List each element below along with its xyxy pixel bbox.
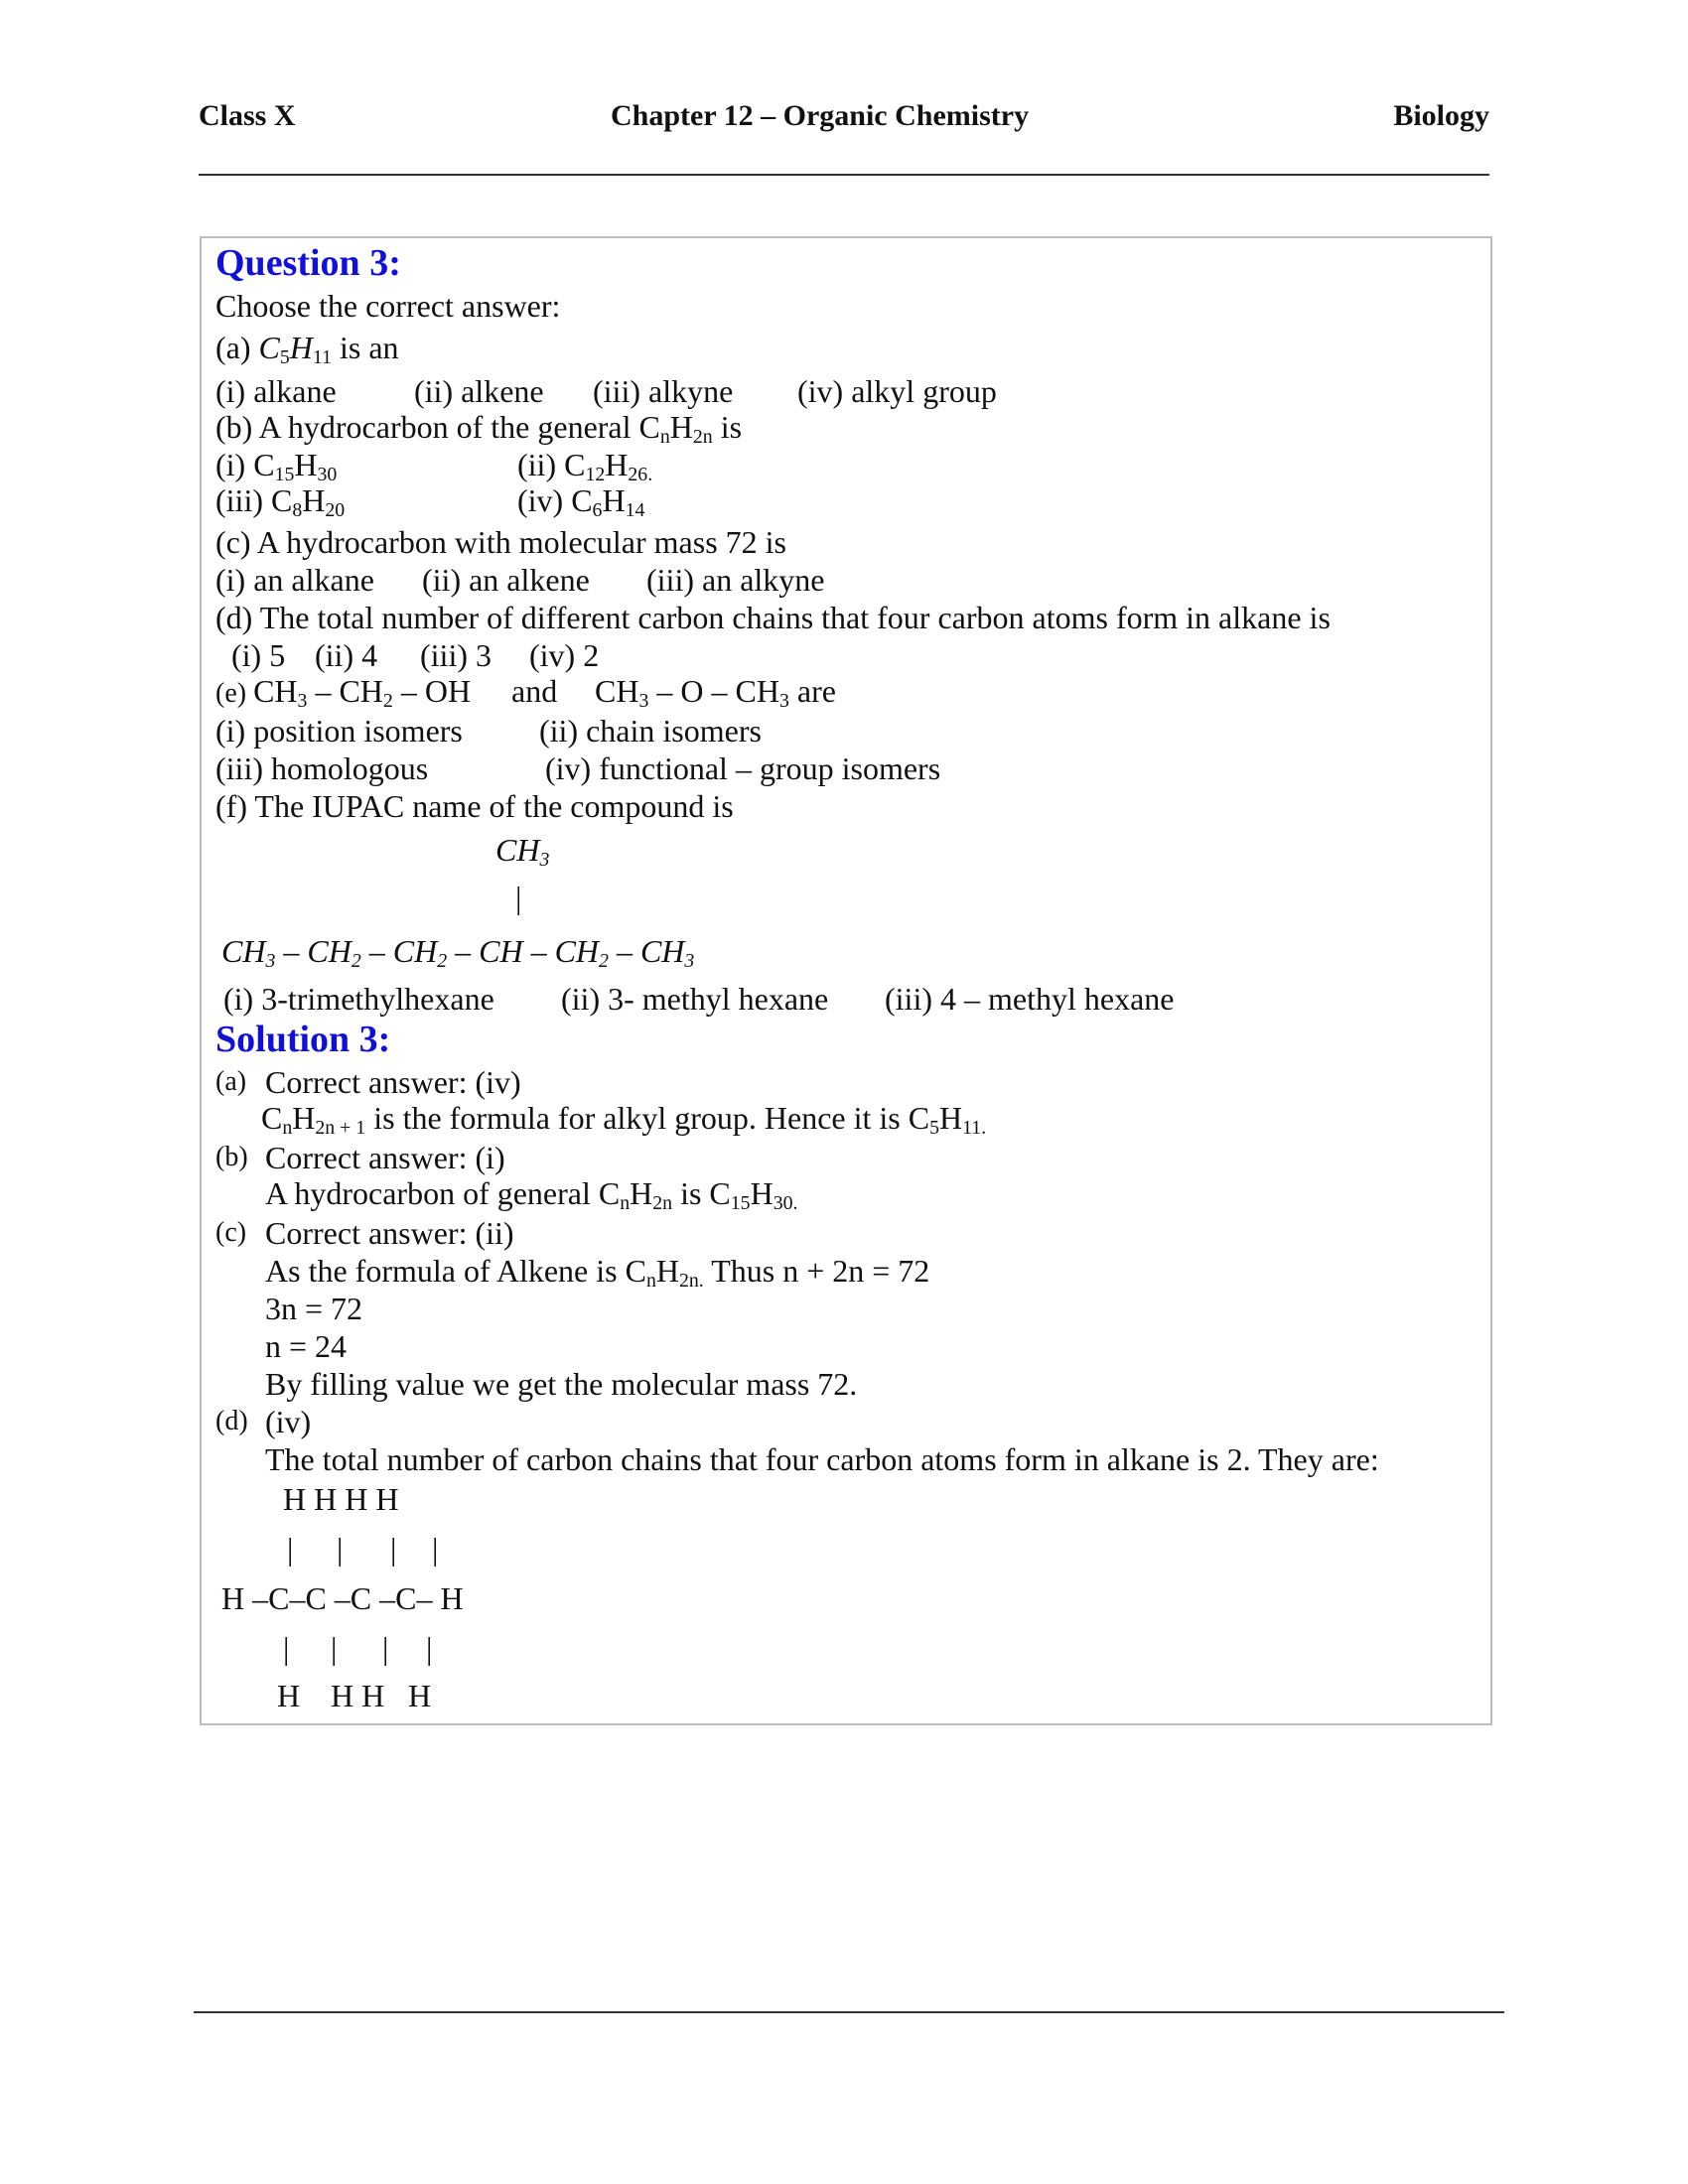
question-a: (a) $C_5H_{11}$ is an bbox=[215, 330, 399, 368]
compound-chain: $CH_3 - CH_2 - CH_2$ – CH – $CH_2 - CH_3$ bbox=[221, 933, 695, 972]
solution-b: (b) Correct answer: (i) bbox=[215, 1140, 505, 1175]
question-intro: Choose the correct answer: bbox=[215, 288, 561, 324]
question-f-options bbox=[223, 983, 1316, 1017]
header-subject: Biology bbox=[1393, 99, 1489, 132]
option: (iv) $C_6H_{14}$ bbox=[517, 482, 645, 521]
footer-divider bbox=[194, 2011, 1504, 2013]
option: (ii) alkene bbox=[414, 373, 544, 409]
solution-d-explanation: The total number of carbon chains that four carbon atoms form in alkane is 2. They are: bbox=[265, 1441, 1379, 1477]
solution-d: (d) (iv) bbox=[215, 1404, 312, 1439]
option: (iii) 3 bbox=[420, 637, 492, 673]
question-e-options-1 bbox=[215, 715, 1109, 749]
option: (ii) 3- methyl hexane bbox=[561, 981, 829, 1017]
header-divider bbox=[199, 174, 1489, 176]
solution-c-step: n = 24 bbox=[265, 1328, 348, 1364]
solution-b-explanation: A hydrocarbon of general $C_nH_{2n}$ is $C_{15}H_{30.}$ bbox=[265, 1175, 798, 1214]
solution-c-step: 3n = 72 bbox=[265, 1291, 363, 1326]
question-d: (d) The total number of different carbon chains that four carbon atoms form in alkane is bbox=[215, 600, 1331, 635]
option: (ii) 4 bbox=[315, 637, 378, 673]
solution-heading: Solution 3: bbox=[215, 1019, 391, 1060]
page-header bbox=[199, 99, 1489, 139]
option: (i) 5 bbox=[231, 637, 286, 673]
option: (i) position isomers bbox=[215, 713, 463, 749]
structure-bottom-hydrogens: H H H H bbox=[277, 1678, 432, 1713]
option: (iv) 2 bbox=[529, 637, 600, 673]
option: (i) $C_{15}H_{30}$ bbox=[215, 447, 338, 485]
solution-c: (c) Correct answer: (ii) bbox=[215, 1215, 514, 1251]
solution-a: (a) Correct answer: (iv) bbox=[215, 1064, 521, 1100]
question-c: (c) A hydrocarbon with molecular mass 72 is bbox=[215, 524, 786, 560]
compound-branch: $CH_3$ bbox=[495, 832, 550, 871]
question-heading: Question 3: bbox=[215, 242, 401, 284]
structure-carbon-chain: H –C–C –C –C– H bbox=[221, 1580, 464, 1616]
question-b-options-1 bbox=[215, 447, 1109, 485]
compound-bond: | bbox=[515, 880, 522, 915]
option: (iv) functional – group isomers bbox=[545, 751, 941, 786]
question-c-options bbox=[215, 564, 1109, 598]
question-b-options-2 bbox=[215, 482, 1109, 521]
question-e-options-2 bbox=[215, 752, 1109, 786]
option: (i) 3-trimethylhexane bbox=[223, 981, 494, 1017]
solution-c-conclusion: By filling value we get the molecular mass 72. bbox=[265, 1366, 858, 1402]
option: (iv) alkyl group bbox=[797, 373, 997, 409]
option: (ii) chain isomers bbox=[539, 713, 762, 749]
option: (iii) alkyne bbox=[593, 373, 734, 409]
option: (ii) an alkene bbox=[422, 562, 590, 598]
option: (ii) $C_{12}H_{26.}$ bbox=[517, 447, 653, 485]
question-e: (e) $CH_3 - CH_2$ – OH and $CH_3$ – O – $CH_3$ are bbox=[215, 673, 836, 712]
option: (iii) 4 – methyl hexane bbox=[885, 981, 1175, 1017]
solution-c-explanation: As the formula of Alkene is $C_nH_{2n.}$ Thus n + 2n = 72 bbox=[265, 1253, 930, 1292]
question-d-options bbox=[231, 639, 827, 673]
header-chapter: Chapter 12 – Organic Chemistry bbox=[611, 99, 1030, 132]
structure-top-hydrogens: H H H H bbox=[283, 1481, 399, 1517]
question-f: (f) The IUPAC name of the compound is bbox=[215, 788, 734, 824]
option: (i) alkane bbox=[215, 373, 337, 409]
question-b: (b) A hydrocarbon of the general $C_nH_{2n}$ is bbox=[215, 409, 743, 448]
option: (iii) $C_8H_{20}$ bbox=[215, 482, 346, 521]
content-box bbox=[200, 236, 1492, 1725]
structure-top-bonds: | | | | bbox=[287, 1531, 439, 1567]
option: (iii) homologous bbox=[215, 751, 429, 786]
header-class: Class X bbox=[199, 99, 296, 132]
option: (iii) an alkyne bbox=[646, 562, 825, 598]
question-a-options bbox=[215, 375, 1109, 409]
solution-a-explanation: $C_nH_{2n + 1}$ is the formula for alkyl group. Hence it is $C_5H_{11.}$ bbox=[261, 1100, 987, 1139]
structure-bottom-bonds: | | | | bbox=[283, 1630, 433, 1666]
option: (i) an alkane bbox=[215, 562, 374, 598]
